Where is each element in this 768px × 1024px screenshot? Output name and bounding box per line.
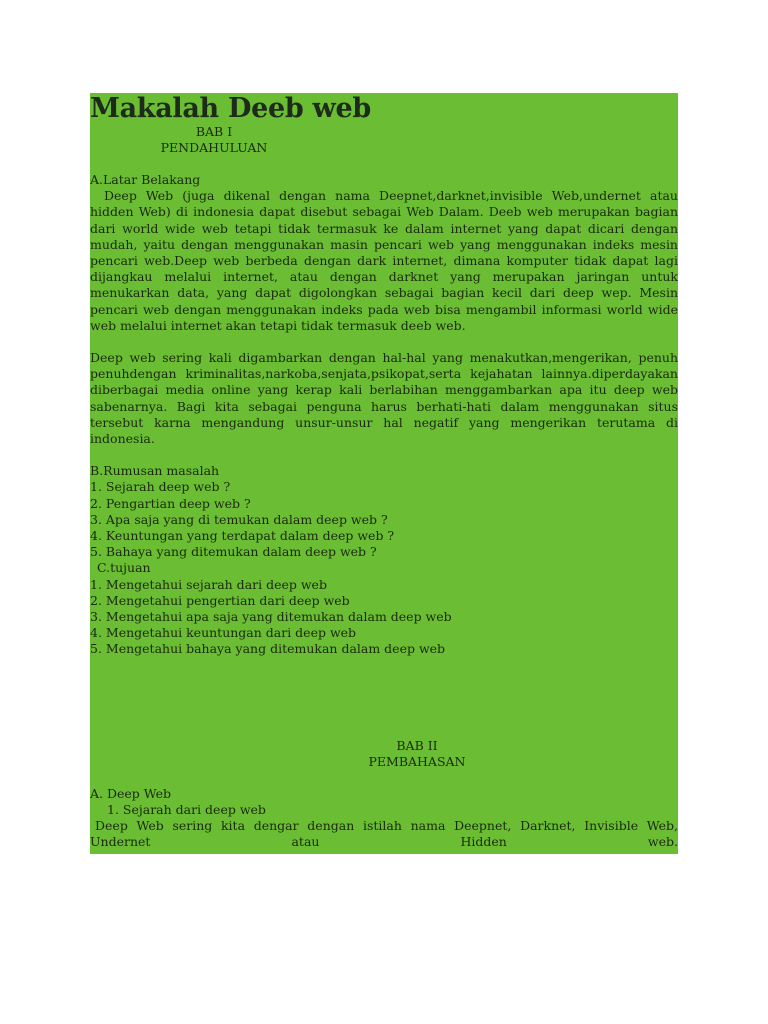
bab2-label: BAB II [396, 737, 438, 753]
list-item: 3. Mengetahui apa saja yang ditemukan dalam deep web [90, 609, 452, 625]
bab1-label: BAB I [195, 124, 233, 139]
document-title: Makalah Deeb web [90, 93, 371, 124]
list-item: 1. Sejarah deep web ? [90, 479, 231, 495]
list-item: 4. Mengetahui keuntungan dari deep web [90, 625, 357, 641]
latar-paragraph-2: Deep web sering kali digambarkan dengan hal-hal yang menakutkan,mengerikan, penuh penuhdengan kriminalitas,narkoba,senjata,psikopat,serta kejahatan lainnya.diperdayakan diberbagai media online yang kerap kali berlabihan menggambarkan apa itu deep web sabenarnya. Bagi kita sebagai penguna harus berhati-hati dalam menggunakan situs tersebut karna mengandung unsur-unsur hal negatif yang mengerikan terutama di indonesia. [90, 350, 678, 447]
bab2-heading: PEMBAHASAN [368, 753, 466, 769]
list-item: 5. Bahaya yang ditemukan dalam deep web ? [90, 544, 377, 560]
list-item: 1. Mengetahui sejarah dari deep web [90, 576, 327, 592]
list-item: 4. Keuntungan yang terdapat dalam deep web ? [90, 528, 395, 544]
list-item: 2. Mengetahui pengertian dari deep web [90, 592, 350, 608]
rumusan-list [90, 479, 678, 560]
list-item: 5. Mengetahui bahaya yang ditemukan dalam deep web [90, 641, 446, 657]
tujuan-list [90, 577, 678, 658]
rumusan-heading: B.Rumusan masalah [90, 463, 220, 479]
list-item: 3. Apa saja yang di temukan dalam deep web ? [90, 511, 388, 527]
latar-heading: A.Latar Belakang [90, 172, 201, 187]
document-page [90, 93, 678, 854]
latar-paragraph-1: Deep Web (juga dikenal dengan nama Deepnet,darknet,invisible Web,undernet atau hidden Web) di indonesia dapat disebut sebagai Web Dalam. Deeb web merupakan bagian dari world wide web tetapi tidak termasuk ke dalam internet yang dapat dicari dengan mudah, yaitu dengan menggunakan masin pencari web yang menggunakan indeks mesin pencari web.Deep web berbeda dengan dark internet, dimana komputer tidak dapat lagi dijangkau melalui internet, atau dengan darknet yang merupakan jaringan untuk menukarkan data, yang dapat digolongkan sebagai bagian kecil dari deep wep. Mesin pencari web dengan menggunakan indeks pada web bisa mengambil informasi world wide web melalui internet akan tetapi tidak termasuk deeb web. [90, 188, 678, 333]
tujuan-heading: C.tujuan [97, 560, 151, 576]
pembahasan-paragraph: Deep Web sering kita dengar dengan istilah nama Deepnet, Darknet, Invisible Web, Undernet atau Hidden web. [90, 818, 678, 850]
pembahasan-subheading: 1. Sejarah dari deep web [107, 801, 266, 817]
list-item: 2. Pengartian deep web ? [90, 495, 251, 511]
pembahasan-heading: A. Deep Web [90, 785, 171, 801]
bab1-heading: PENDAHULUAN [160, 140, 268, 155]
